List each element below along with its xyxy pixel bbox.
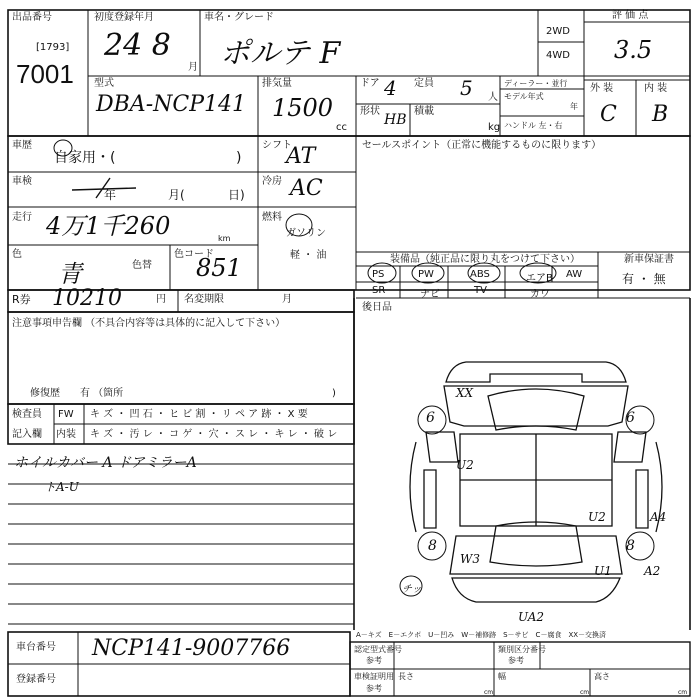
capacity-unit: 人 [488,92,498,103]
capacity-label: 定員 [414,78,434,89]
aftermarket-label: 後日品 [362,302,392,313]
car-name-value: ポルテ F [220,36,341,71]
month-small-label: 月 [188,62,198,73]
category-label: 類別区分番号 [498,645,546,654]
equip-aw: AW [566,269,583,280]
drive-2wd: 2WD [546,26,570,37]
score-label: 評 価 点 [612,10,649,21]
equip-navi: ナビ [420,289,440,300]
equipment-header: 装備品（純正品に限り丸をつけて下さい） [390,254,580,265]
width-unit: cm [580,689,590,696]
lot-id: [1793] [36,42,70,53]
drive-4wd: 4WD [546,50,570,61]
inspector-label-1: 検査員 [12,409,42,420]
fuel-label: 燃料 [262,212,282,223]
inspector-note-1: ホイルカバー A ドアミラーA [14,455,197,471]
length-unit: cm [484,689,494,696]
shift-value: AT [286,144,316,169]
chassis-value: NCP141-9007766 [92,636,291,661]
mark-u2-right: U2 [588,510,606,524]
inspection-strike [70,176,140,200]
sales-point-label: セールスポイント（正常に機能するものに限ります） [362,140,602,151]
chassis-label: 車台番号 [16,642,56,653]
fw-label: FW [58,409,74,420]
certified-type-label: 認定型式番号 [354,645,402,654]
fuel-light-oil: 軽 ・ 油 [290,250,327,261]
registration-label: 登録番号 [16,674,56,685]
color-code-value: 851 [196,254,242,282]
equip-ps: PS [372,269,385,280]
interior-row-label: 内装 [56,429,76,440]
mark-chip: チッ [402,584,422,595]
mark-u1: U1 [594,564,612,578]
history-close: ) [236,150,242,166]
mark-8-right: 8 [626,538,635,554]
doors-value: 4 [384,76,397,100]
displacement-label: 排気量 [262,78,292,89]
mark-u2-top: U2 [456,458,474,472]
exterior-grade: C [600,102,617,127]
mileage-value: 4万1千260 [46,212,171,240]
inspection-month: 月( [168,188,185,202]
history-circle-mark [52,138,74,158]
score-value: 3.5 [614,36,653,64]
history-label: 車歴 [12,140,32,151]
name-change-month: 月 [282,294,292,305]
equip-sr: SR [372,285,386,296]
shape-label: 形状 [360,106,380,117]
mark-ua2: UA2 [518,610,545,624]
fuel-gasoline: ガソリン [286,228,326,239]
color-code-label: 色コード [174,249,214,260]
recycle-label: R券 [12,293,31,306]
ac-value: AC [290,176,323,201]
repair-close: ) [332,388,336,399]
recycle-yen: 円 [156,294,166,305]
interior-grade: B [652,102,669,127]
car-name-label: 車名・グレード [204,12,274,23]
model-year-label: モデル年式 [504,92,544,101]
shift-label: シフト [262,140,292,151]
mark-w3: W3 [460,552,480,566]
length-label: 長さ [398,672,414,681]
displacement-unit: cc [336,122,347,133]
certified-reference: 参考 [366,656,382,665]
inspection-label: 車検 [12,176,32,187]
first-registration-value: 24 8 [104,28,171,63]
equip-tv: TV [474,285,487,296]
mark-6-right: 6 [626,410,635,426]
load-label: 積載 [414,106,434,117]
year-unit: 年 [570,102,578,111]
first-registration-label: 初度登録年月 [94,12,154,23]
exterior-label: 外 装 [590,83,614,94]
shape-value: HB [384,112,407,128]
inspector-label-2: 記入欄 [12,429,42,440]
warranty-value: 有 ・ 無 [622,272,666,286]
name-change-label: 名変期限 [184,294,224,305]
model-label: 型式 [94,78,114,89]
interior-label: 内 装 [644,83,668,94]
mark-xx: XX [456,386,474,400]
warranty-label: 新車保証書 [624,254,674,265]
mark-6-left: 6 [426,410,435,426]
category-reference: 参考 [508,656,524,665]
caution-label: 注意事項申告欄 （不具合内容等は具体的に記入して下さい） [12,318,286,329]
mark-a2: A2 [644,564,661,578]
inspector-note-2: トA-U [44,480,79,494]
equip-airbag: エアB [526,273,553,284]
proof-reference: 参考 [366,684,382,693]
width-label: 幅 [498,672,506,681]
equip-leather: カワ [530,289,550,300]
mark-8-left: 8 [428,538,437,554]
capacity-value: 5 [460,76,473,100]
mileage-label: 走行 [12,212,32,223]
displacement-value: 1500 [272,94,334,122]
mileage-unit: km [218,234,231,243]
doors-label: ドア [360,78,380,89]
chip-circle-mark [398,574,424,598]
height-unit: cm [678,689,688,696]
fuel-circle-mark [282,210,316,240]
handle-label: ハンドル 左・右 [504,121,563,130]
color-value: 青 [58,260,82,288]
color-change-label: 色替 [132,260,152,271]
history-value: 自家用・( [54,150,116,166]
inspection-day: 日) [228,188,245,202]
proof-label: 車検証明用 [354,672,394,681]
dealer-label: ディーラー・並行 [504,79,568,88]
equipment-circle-marks [364,262,574,284]
lot-label: 出品番号 [12,12,52,23]
fw-items: キ ズ ・ 凹 石 ・ ヒ ビ 割 ・ リ ペ ア 跡 ・ X 要 [90,409,308,420]
equip-abs: ABS [470,269,490,280]
car-damage-diagram [396,352,676,622]
ac-label: 冷房 [262,176,282,187]
recycle-value: 10210 [52,286,122,311]
lot-number: 7001 [16,59,74,89]
height-label: 高さ [594,672,610,681]
damage-legend: A－キズ E－エクボ U－凹み W－補修跡 S－サビ C－腐食 XX－交換済 [356,631,607,639]
repair-label: 修復歴 有 （箇所 [30,388,124,399]
mark-a4: A4 [650,510,667,524]
inspection-year: 年 [104,188,117,202]
equip-pw: PW [418,269,434,280]
model-value: DBA-NCP141 [96,92,247,117]
color-label: 色 [12,249,22,260]
interior-items: キ ズ ・ 汚 レ ・ コ ゲ ・ 穴 ・ ス レ ・ キ レ ・ 破 レ [90,429,338,440]
load-unit: kg [488,122,501,133]
